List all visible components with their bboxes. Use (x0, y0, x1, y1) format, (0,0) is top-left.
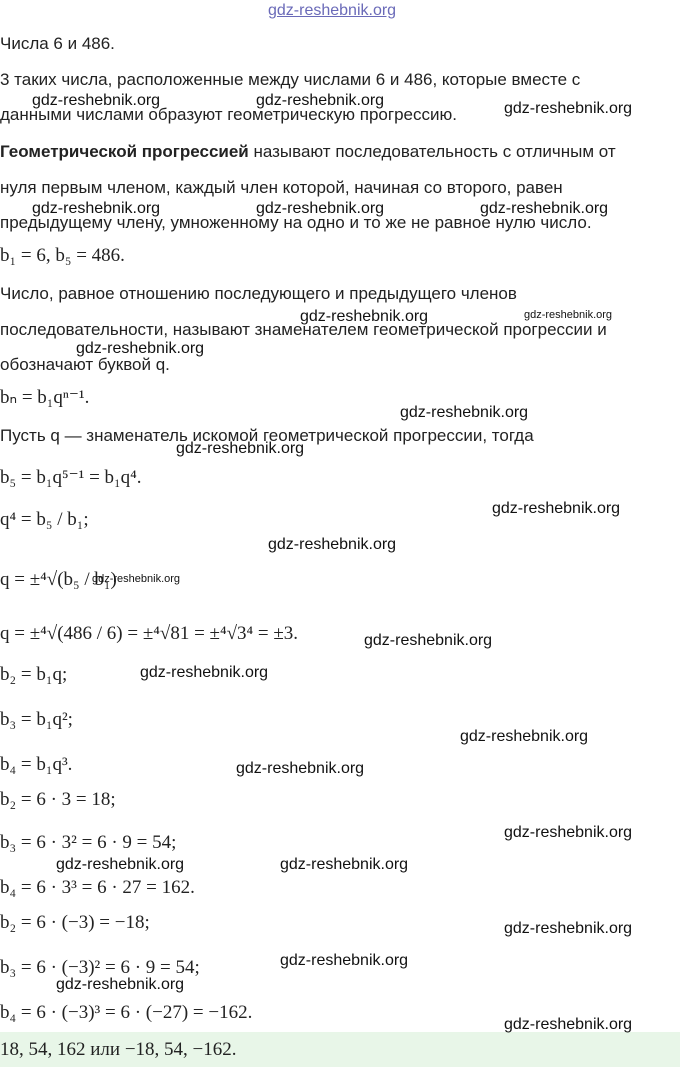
formula-b5: b₅ = b₁q⁵⁻¹ = b₁q⁴. (0, 467, 142, 488)
watermark: gdz-reshebnik.org (504, 920, 633, 937)
formula-q-value: q = ±⁴√(486 / 6) = ±⁴√81 = ±⁴√3⁴ = ±3. (0, 623, 299, 644)
formula-b2-general: b₂ = b₁q; (0, 664, 68, 685)
ratio-def-line-1: Число, равное отношению последующего и предыдущего членов (0, 284, 517, 303)
definition-line-3: предыдущему члену, умноженному на одно и то же не равное нулю число. (0, 213, 592, 232)
watermark: gdz-reshebnik.org (56, 856, 185, 873)
problem-line-1: 3 таких числа, расположенные между числами 6 и 486, которые вместе с (0, 70, 581, 89)
watermark: gdz-reshebnik.org (504, 824, 633, 841)
watermark: gdz-reshebnik.org (236, 760, 365, 777)
watermark: gdz-reshebnik.org (300, 308, 429, 325)
formula-q4: q⁴ = b₅ / b₁; (0, 509, 89, 530)
formula-b3-general: b₃ = b₁q²; (0, 709, 73, 730)
watermark: gdz-reshebnik.org (256, 200, 385, 217)
watermark: gdz-reshebnik.org (280, 856, 409, 873)
watermark: gdz-reshebnik.org (504, 100, 633, 117)
watermark: gdz-reshebnik.org (280, 952, 409, 969)
formula-b2-positive: b₂ = 6 · 3 = 18; (0, 789, 116, 810)
watermark: gdz-reshebnik.org (32, 200, 161, 217)
numbers-line: Числа 6 и 486. (0, 34, 115, 53)
watermark: gdz-reshebnik.org (268, 536, 397, 553)
given-terms: b₁ = 6, b₅ = 486. (0, 245, 125, 266)
watermark: gdz-reshebnik.org (92, 573, 181, 585)
definition-line-1 (0, 142, 616, 162)
watermark: gdz-reshebnik.org (480, 200, 609, 217)
problem-line-2: данными числами образуют геометрическую прогрессию. (0, 105, 457, 124)
watermark: gdz-reshebnik.org (460, 728, 589, 745)
watermark: gdz-reshebnik.org (176, 440, 305, 457)
let-q-line: Пусть q — знаменатель искомой геометрической прогрессии, тогда (0, 426, 534, 445)
formula-b3-negative: b₃ = 6 · (−3)² = 6 · 9 = 54; (0, 957, 200, 978)
watermark: gdz-reshebnik.org (32, 92, 161, 109)
formula-b4-negative: b₄ = 6 · (−3)³ = 6 · (−27) = −162. (0, 1002, 253, 1023)
formula-b3-positive: b₃ = 6 · 3² = 6 · 9 = 54; (0, 832, 177, 853)
watermark: gdz-reshebnik.org (364, 632, 493, 649)
watermark: gdz-reshebnik.org (256, 92, 385, 109)
ratio-def-line-3: обозначают буквой q. (0, 355, 170, 374)
watermark: gdz-reshebnik.org (524, 309, 613, 321)
formula-b4-general: b₄ = b₁q³. (0, 754, 73, 775)
answer-box (0, 1032, 680, 1067)
watermark: gdz-reshebnik.org (76, 340, 205, 357)
watermark: gdz-reshebnik.org (56, 976, 185, 993)
watermark-top: gdz-reshebnik.org (268, 2, 397, 19)
watermark: gdz-reshebnik.org (504, 1016, 633, 1033)
general-term-formula: bₙ = b₁qⁿ⁻¹. (0, 387, 90, 408)
formula-q-root: q = ±⁴√(b₅ / b₁) (0, 569, 117, 590)
definition-term: Геометрической прогрессией (0, 142, 249, 161)
ratio-def-line-2: последовательности, называют знаменателем геометрической прогрессии и (0, 320, 607, 339)
formula-b2-negative: b₂ = 6 · (−3) = −18; (0, 912, 150, 933)
definition-line-2: нуля первым членом, каждый член которой, начиная со второго, равен (0, 178, 563, 197)
formula-b4-positive: b₄ = 6 · 3³ = 6 · 27 = 162. (0, 877, 195, 898)
definition-text: называют последовательность с отличным от (248, 142, 616, 161)
watermark: gdz-reshebnik.org (140, 664, 269, 681)
answer-text: 18, 54, 162 или −18, 54, −162. (0, 1039, 237, 1060)
watermark: gdz-reshebnik.org (492, 500, 621, 517)
watermark: gdz-reshebnik.org (400, 404, 529, 421)
